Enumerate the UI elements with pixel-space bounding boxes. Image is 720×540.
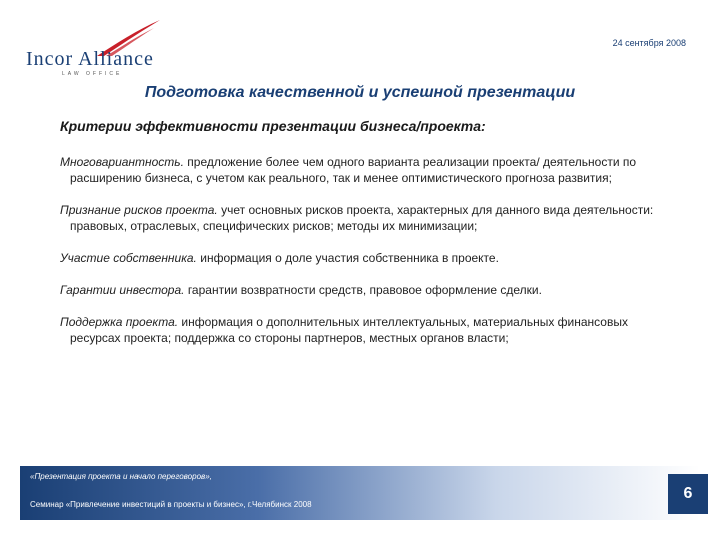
criteria-item	[60, 250, 660, 266]
slide-subtitle: Критерии эффективности презентации бизнеса/проекта:	[60, 118, 486, 134]
criteria-text: предложение более чем одного варианта реализации проекта/ деятельности по расширению бизнеса, с учетом как реального, так и менее оптимистического прогноза развития;	[70, 155, 637, 185]
criteria-list	[60, 154, 660, 362]
company-logo	[22, 18, 182, 76]
criteria-term: Гарантии инвестора.	[60, 283, 185, 297]
footer-seminar-info: Семинар «Привлечение инвестиций в проекты и бизнес», г.Челябинск 2008	[30, 500, 312, 509]
criteria-text: информация о дополнительных интеллектуальных, материальных финансовых ресурсах проекта; поддержка со стороны партнеров, местных органов власти;	[70, 315, 628, 345]
criteria-term: Участие собственника.	[60, 251, 197, 265]
criteria-item	[60, 282, 660, 298]
criteria-item	[60, 154, 660, 186]
logo-subtitle: LAW OFFICE	[62, 71, 123, 77]
criteria-term: Поддержка проекта.	[60, 315, 179, 329]
criteria-term: Многовариантность.	[60, 155, 184, 169]
page-number: 6	[668, 474, 708, 514]
criteria-text: гарантии возвратности средств, правовое оформление сделки.	[187, 283, 542, 297]
slide-title: Подготовка качественной и успешной презентации	[144, 84, 576, 101]
criteria-item	[60, 314, 660, 346]
footer-presentation-title: «Презентация проекта и начало переговоров»,	[30, 472, 212, 481]
criteria-text: учет основных рисков проекта, характерных для данного вида деятельности: правовых, отраслевых, специфических рисков; методы их минимизации;	[70, 203, 654, 233]
criteria-text: информация о доле участия собственника в проекте.	[200, 251, 499, 265]
header-date: 24 сентября 2008	[612, 38, 686, 48]
criteria-term: Признание рисков проекта.	[60, 203, 218, 217]
criteria-item	[60, 202, 660, 234]
footer-banner	[20, 466, 700, 520]
logo-wordmark: Incor Alliance	[26, 48, 154, 70]
